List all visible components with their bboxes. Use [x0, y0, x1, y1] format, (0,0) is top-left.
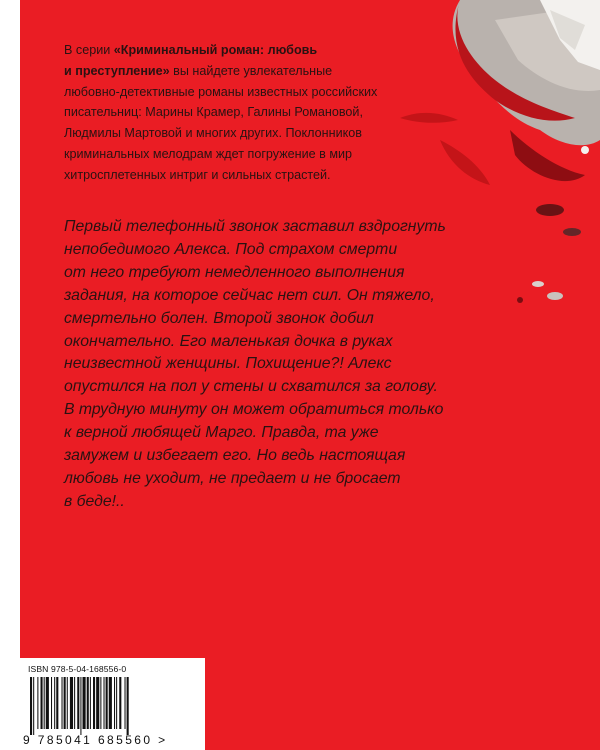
- barcode-bar: [64, 677, 66, 729]
- barcode-bar: [33, 677, 34, 735]
- book-annotation: [64, 216, 484, 514]
- barcode-bar: [46, 677, 49, 729]
- barcode-bar: [83, 677, 86, 729]
- annotation-line: непобедимого Алекса. Под страхом смерти: [64, 240, 398, 258]
- barcode-bar: [44, 677, 45, 729]
- series-line3: любовно-детективные романы известных российских: [64, 84, 378, 99]
- barcode-bar: [51, 677, 52, 729]
- barcode-bar: [106, 677, 108, 729]
- series-prefix: В серии: [64, 43, 114, 57]
- barcode-bar: [114, 677, 115, 729]
- barcode-bar: [109, 677, 112, 729]
- annotation-line: неизвестной женщины. Похищение?! Алекс: [64, 355, 392, 373]
- barcode-bar: [77, 677, 79, 729]
- barcode-bar: [80, 677, 81, 735]
- barcode-bar: [70, 677, 73, 729]
- series-line6: криминальных мелодрам ждет погружение в мир: [64, 146, 353, 161]
- annotation-line: смертельно болен. Второй звонок добил: [64, 309, 374, 327]
- barcode-bar: [93, 677, 95, 729]
- annotation-line: в беде!..: [64, 492, 125, 510]
- annotation-line: опустился на пол у стены и схватился за голову.: [64, 378, 438, 396]
- series-title-line1: «Криминальный роман: любовь: [113, 43, 318, 57]
- annotation-line: В трудную минуту он может обратиться только: [64, 401, 444, 419]
- annotation-line: к верной любящей Марго. Правда, та уже: [64, 424, 379, 442]
- barcode-bar: [41, 677, 43, 729]
- annotation-line: задания, на которое сейчас нет сил. Он тяжело,: [64, 286, 435, 304]
- barcode-bar: [54, 677, 55, 729]
- barcode-bar: [90, 677, 91, 729]
- series-description: [64, 40, 444, 186]
- barcode-bar: [56, 677, 58, 729]
- barcode-bar: [37, 677, 38, 729]
- barcode-bar: [104, 677, 105, 729]
- barcode-bar: [100, 677, 101, 729]
- series-title-line2: и преступление»: [64, 63, 170, 78]
- barcode-bar: [119, 677, 121, 729]
- series-line7: хитросплетенных интриг и сильных страстей.: [64, 167, 331, 182]
- series-line2-rest: вы найдете увлекательные: [169, 63, 333, 78]
- barcode-box: [20, 658, 205, 750]
- back-cover: [20, 0, 600, 750]
- barcode-bar: [127, 677, 129, 735]
- barcode-graphic: [30, 677, 190, 735]
- annotation-line: окончательно. Его маленькая дочка в руках: [64, 332, 393, 350]
- barcode-bar: [67, 677, 68, 729]
- isbn-label: ISBN 978-5-04-168556-0: [28, 664, 127, 674]
- barcode-bar: [87, 677, 89, 729]
- annotation-line: замужем и избегает его. Но ведь настоящая: [64, 447, 406, 465]
- annotation-line: от него требуют немедленного выполнения: [64, 263, 405, 281]
- barcode-bar: [96, 677, 99, 729]
- barcode-bar: [125, 677, 126, 729]
- barcode-bar: [116, 677, 117, 729]
- barcode-digits: 9 785041 685560 >: [23, 733, 168, 747]
- barcode-bar: [30, 677, 32, 735]
- barcode-bar: [62, 677, 63, 729]
- annotation-line: Первый телефонный звонок заставил вздрогнуть: [64, 218, 446, 235]
- annotation-line: любовь не уходит, не предает и не бросает: [64, 469, 401, 487]
- series-line5: Людмилы Мартовой и многих других. Поклонников: [64, 126, 362, 141]
- barcode-bar: [74, 677, 75, 729]
- series-line4: писательниц: Марины Крамер, Галины Романовой,: [64, 105, 363, 120]
